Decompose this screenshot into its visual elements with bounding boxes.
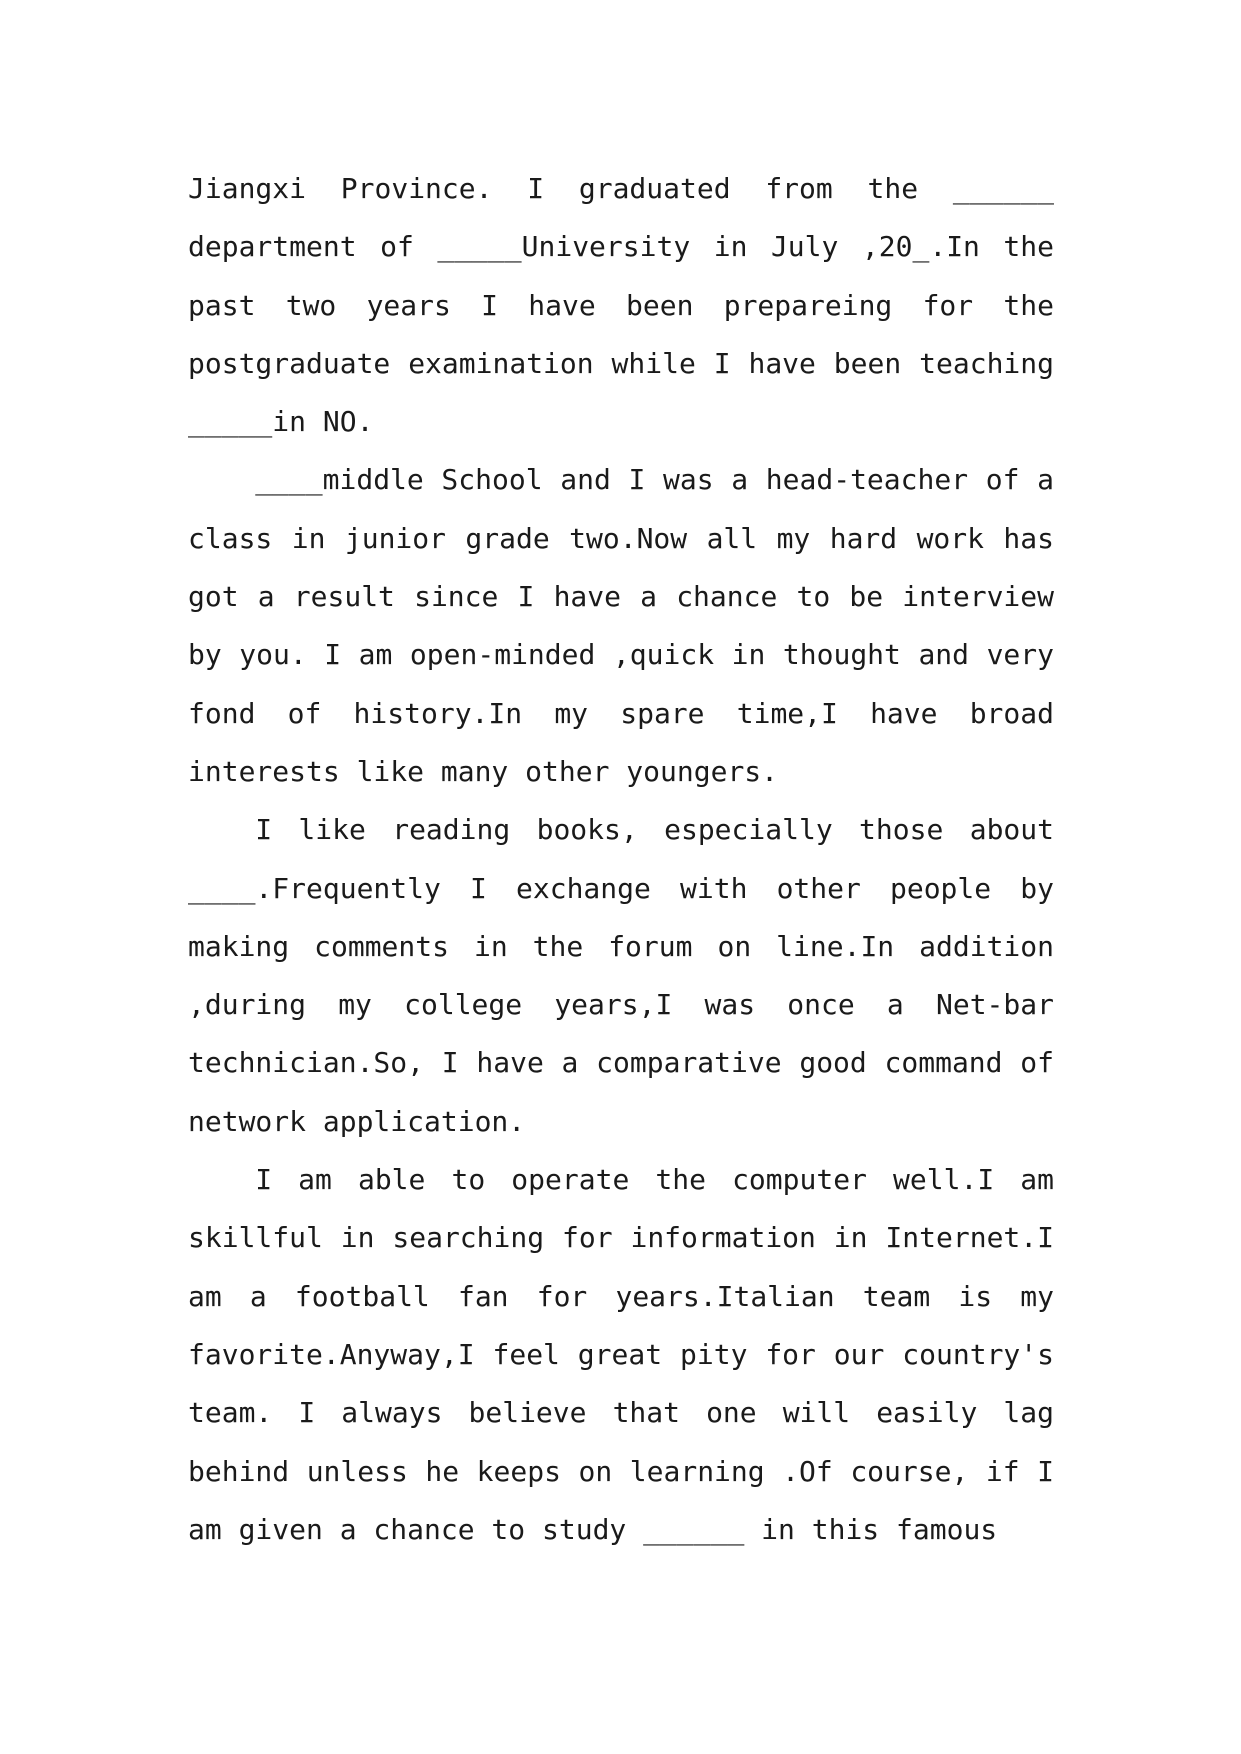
paragraph-4: I am able to operate the computer well.I am skillful in searching for information in Internet.I am a football fan for years.Italian team is my favorite.Anyway,I feel great pity for our country's team. I always believe that one will easily lag behind unless he keeps on learning .Of course, if I am given a chance to study ______ in this famous <box>188 1163 1054 1546</box>
paragraph-1: Jiangxi Province. I graduated from the ______ department of _____University in July ,20_.In the past two years I have been prepareing for the postgraduate examination while I have been teaching _____in NO. <box>188 172 1054 439</box>
paragraph-3: I like reading books, especially those about ____.Frequently I exchange with other people by making comments in the forum on line.In addition ,during my college years,I was once a Net-bar technician.So, I have a comparative good command of network application. <box>188 813 1054 1138</box>
paragraph-2: ____middle School and I was a head-teacher of a class in junior grade two.Now all my hard work has got a result since I have a chance to be interview by you. I am open-minded ,quick in thought and very fond of history.In my spare time,I have broad interests like many other youngers. <box>188 463 1054 788</box>
body-text <box>188 160 1054 1559</box>
